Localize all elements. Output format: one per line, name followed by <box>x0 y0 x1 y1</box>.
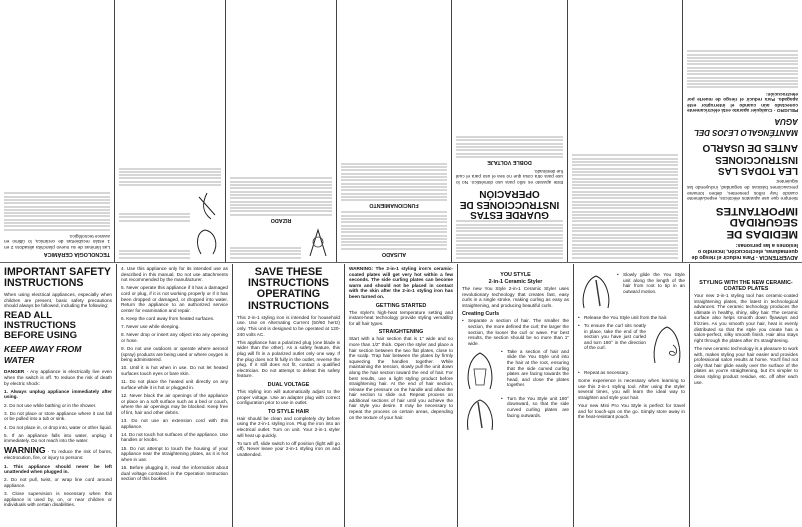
es-alisado: ALISADO <box>381 251 407 257</box>
safety-item-8: 8. Never drop or insert any object into any opening or hose. <box>121 332 228 343</box>
safety-item-16: 16. Before plugging it, read the information about dual voltage contained in the Operation Instruction section of this booklet. <box>121 464 228 482</box>
curl-step-7: • Repeat as necessary. <box>578 370 685 376</box>
es-household: Este aparato es sólo para uso doméstico. No lo use para otra cosa que no sea el uso para el cual fue destinado. <box>456 168 563 185</box>
turn-styler-illustration <box>462 396 498 434</box>
glide-styler-illustration <box>578 272 614 312</box>
safety-item-14: 14. Do not touch hot surfaces of the appliance. Use handles or knobs. <box>121 431 228 443</box>
curl-step-6: • To ensure the curl sits neatly in place, take the end of the section you have just curled and turn 180° in the direction of the curl. <box>578 323 646 351</box>
es-hand-illustration-2 <box>193 189 221 223</box>
keep-away-heading: KEEP AWAY FROM WATER <box>4 344 82 366</box>
safety-item-10: 10. Until it is hot when in use. Do not let heated surfaces touch eyes or bare skin. <box>121 365 228 377</box>
danger-text: - Any appliance is electrically live even when the switch is off. To reduce the risk of death by electric shock: <box>4 369 112 386</box>
es-read-all: LEA TODAS LAS INSTRUCCIONES ANTES DE USARLO <box>702 142 798 177</box>
ceramic-plates-p2: The new ceramic technology is a pleasure to work with, makes styling your hair easier and provides professional salon results at home. You'll find not only that hair glide easily over the surface of the plates as you're straightening, but it's simpler to clean styling product residue, etc. off after each use. <box>694 345 798 385</box>
spanish-panel-6 <box>115 2 225 260</box>
to-style-hair-text: Hair should be clean and completely dry before using the 2-in-1 styling iron. Plug the iron into an electrical outlet. Turn on unit. Your 2-in-1 styler will heat up quickly. <box>237 415 340 438</box>
warning-text: - To reduce the risk of burns, electrocution, fire, or injury to persons: <box>4 449 112 461</box>
fold-line <box>0 262 802 263</box>
operating-instructions-column <box>233 266 344 526</box>
curl-step-2: • Take a section of hair and slide the You Style unit into the hair at the root, ensuring that the side curved curling plates are facing towards the head, and close the plates together. <box>501 349 569 388</box>
safety-item-13: 13. Do not use an extension cord with this appliance. <box>121 418 228 429</box>
ceramic-plates-column <box>690 266 802 526</box>
safety-title: IMPORTANT SAFETY INSTRUCTIONS <box>4 266 111 289</box>
danger-label: DANGER <box>4 369 25 375</box>
danger-item-5: 5. If an appliance falls into water, unplug it immediately. Do not reach into the water. <box>4 432 112 444</box>
straightening-column <box>345 266 457 526</box>
es-safety-title: MEDIDAS DE SEGURIDAD IMPORTANTES <box>715 204 798 240</box>
spanish-panel-7 <box>0 2 114 260</box>
curling-steps-column <box>574 266 689 526</box>
curl-step-1: • Separate a section of hair. The smaller the section, the more defined the curl; the larger the section, the looser the curl or wave. For best results, the section should be no more than 1" wide. <box>462 318 569 346</box>
safety-item-7: 7. Never use while sleeping. <box>121 324 180 330</box>
safety-instructions-column <box>0 266 116 526</box>
mini-pro-text: Your new Mini Pro You Style is perfect for travel and for touch-ups on the go. Simply store away in the heat-resistant pouch. <box>578 402 685 420</box>
danger-item-1: 1. Always unplug appliance immediately after using. <box>4 388 112 400</box>
safety-item-6: 6. Keep the cord away from heated surfaces. <box>121 315 215 321</box>
es-funcionamiento: FUNCIONAMIENTO <box>369 202 419 209</box>
safety-item-11: 11. Do not place the heated unit directly on any surface while it is hot or plugged in. <box>121 379 228 390</box>
hair-section-illustration <box>462 349 498 393</box>
getting-started-heading: GETTING STARTED <box>375 302 427 309</box>
curl-step-5: • Release the You Style unit from the hair. <box>578 315 685 321</box>
straightening-heading: STRAIGHTENING <box>378 329 424 336</box>
es-intro: Siempre que use aparatos eléctricos, especialmente cuando hay niños presentes, deben tomarse precauciones básicas de seguridad, incluyendo las siguientes: <box>687 179 798 202</box>
es-ceramic-body: Las láminas de su nuevo planchita alisadora 2 en 1 están recubiertas de cerámica, lo último en avance tecnológico. <box>4 233 110 250</box>
dual-voltage-text: This styling iron will automatically adjust to the proper voltage. Use an adapter plug with correct configuration prior to use in outlet. <box>237 388 340 406</box>
es-save-title: GUARDE ESTAS INSTRUCCIONES DE OPERACIÓN <box>459 188 560 221</box>
spanish-panel-1 <box>683 2 802 260</box>
danger-item-3: 3. Do not place or store appliance where it can fall or be pulled into a tub or sink. <box>4 410 112 422</box>
you-style-title: YOU STYLE <box>500 272 531 278</box>
spanish-panel-3 <box>452 2 567 260</box>
safety-item-12: 12. Never block the air openings of the appliance or place on a soft surface such as a bed or couch, where the air openings may be blocked. Keep free of lint, hair and other debris. <box>121 393 228 415</box>
you-style-intro: The new You Style 2-in-1 Ceramic Styler uses revolutionary technology that creates fast, easy curls in a single stroke, making curling as easy as straightening, and producing beautiful curls. <box>462 286 569 308</box>
es-keep-away: MANTÉNGALO LEJOS DEL AGUA <box>694 117 798 138</box>
es-danger: PELIGRO - Cualquier aparato está eléctricamente conectado aún cuando el interruptor esté apagado. Para reducir el riesgo de muerte por electrocución: <box>687 91 798 114</box>
es-warning: ADVERTENCIA - Para reducir el riesgo de quemaduras, electrocución, incendio o lesiones a las personas: <box>691 242 798 260</box>
safety-item-15: 15. Do not attempt to touch the housing of your appliance near the straightening plates, as it is hot when in use. <box>121 445 228 462</box>
household-use-text: This 2-in-1 styling iron is intended for household use. Use on Alternating Current (50/60 hertz) only. This unit is designed to be operated at 120-240 volts AC. <box>237 314 340 337</box>
safety-item-5: 5. Never operate this appliance if it has a damaged cord or plug, if it is not working properly or if it has been dropped or damaged, or dropped into water. Return the appliance to an authorized service center for examination and repair. <box>121 285 228 313</box>
practice-text: Some experience is necessary when learning to use this 2-in-1 styling tool. After using the styler several times, you will learn the ideal way to straighten and style your hair. <box>578 377 685 400</box>
spanish-panel-4 <box>337 2 451 260</box>
spanish-panel-5 <box>226 2 336 260</box>
hot-plates-warning: WARNING: The 2-in-1 styling iron's ceramic-coated plates will get very hot within a few seconds. The side curling plates can become warm and should not be placed in contact with the skin after the 2-in-1 styling iron has been turned on. <box>349 266 453 299</box>
creating-curls-heading: Creating Curls <box>462 311 500 318</box>
ceramic-plates-title: STYLING WITH THE NEW CERAMIC-COATED PLATES <box>699 280 793 292</box>
warning-item-1: 1. This appliance should never be left unattended when plugged in. <box>4 463 112 475</box>
to-style-hair-heading: TO STYLE HAIR <box>268 408 309 415</box>
es-styler-illustration <box>304 226 332 260</box>
curl-step-3: • Turn the You Style unit 180° downward, so that the side curved curling plates are facing outwards. <box>501 396 569 418</box>
es-tecnologia: TECNOLOGÍA CERÁMICA <box>43 251 110 257</box>
finished-curl-illustration <box>649 323 685 367</box>
warning-item-2: 2. Do not pull, twist, or wrap line cord around appliance. <box>4 477 112 489</box>
danger-item-2: 2. Do not use while bathing or in the shower. <box>4 402 97 408</box>
safety-item-4: 4. Use this appliance only for its intended use as described in this manual. Do not use attachments not recommended by the manufacturer. <box>121 266 228 283</box>
safety-intro: When using electrical appliances, especially when children are present, basic safety precautions should always be followed, including the following: <box>4 292 112 309</box>
straightening-text: Start with a hair section that is 1" wide and no more than 1/2" thick. Open the styler and place a hair section between the two flat plates, close to the scalp. Trap hair between the plates by firmly squeezing the handles together. While maintaining the tension, slowly pull the unit down along the hair section toward the end of hair. For best results, use a light styling product before straightening hair. At the end of hair section, release the pressure on the handle and allow the hair section to slide out. Repeat process on additional sections of hair until you achieve the hair style you desire. It may be necessary to repeat the process on certain areas, depending on the texture of your hair. <box>349 336 453 420</box>
es-rizado: RIZADO <box>270 217 292 223</box>
operating-title: SAVE THESE INSTRUCTIONS OPERATING INSTRUCTIONS <box>248 266 329 312</box>
spanish-panel-2 <box>568 2 682 260</box>
warning-label: WARNING <box>4 445 46 456</box>
curl-step-4: • Slowly glide the You Style unit along the length of the hair from root to tip in an outward motion. <box>617 272 685 294</box>
polarized-plug-text: This appliance has a polarized plug (one blade is wider than the other). As a safety feature, this plug will fit in a polarized outlet only one way. If the plug does not fit fully in the outlet, reverse the plug. If it still does not fit, contact a qualified electrician. Do not attempt to defeat this safety feature. <box>237 339 340 379</box>
warning-item-3: 3. Close supervision is necessary when this appliance is used by, on, or near children or individuals with certain disabilities. <box>4 491 112 508</box>
read-all-heading: READ ALL INSTRUCTIONS BEFORE USING <box>4 310 78 342</box>
getting-started-text: The styler's high-heat temperature setting and instant-heat technology provide styling versatility for all hair types. <box>349 309 453 326</box>
safety-continued-column <box>117 266 232 526</box>
turn-off-text: To turn off, slide switch to off position (light will go off). Never leave your 2-in-1 styling iron on and unattended. <box>237 440 340 457</box>
ceramic-plates-p1: Your new 2-in-1 styling tool has ceramic-coated straightening plates, the latest in technological advances. The ceramic technology produces the ultimate in healthy, shiny, silky hair. The ceramic surface also helps smooth down flyaways and frizzies. As you smooth your hair, heat is evenly distributed so that the style you create has a salon-perfect, silky smooth finish. Hair also stays right through the plates after it's straightening. <box>694 293 798 343</box>
safety-item-9: 9. Do not use outdoors or operate where aerosol (spray) products are being used or where oxygen is being administered. <box>121 346 228 363</box>
danger-item-4: 4. Do not place in, or drop into, water or other liquid. <box>4 424 112 430</box>
es-hand-illustration-1 <box>193 226 221 260</box>
you-style-column <box>458 266 573 526</box>
dual-voltage-heading: DUAL VOLTAGE <box>267 381 310 388</box>
you-style-subtitle: 2-in-1 Ceramic Styler <box>488 279 543 285</box>
es-doble-voltaje: DOBLE VOLTAJE <box>487 159 532 166</box>
